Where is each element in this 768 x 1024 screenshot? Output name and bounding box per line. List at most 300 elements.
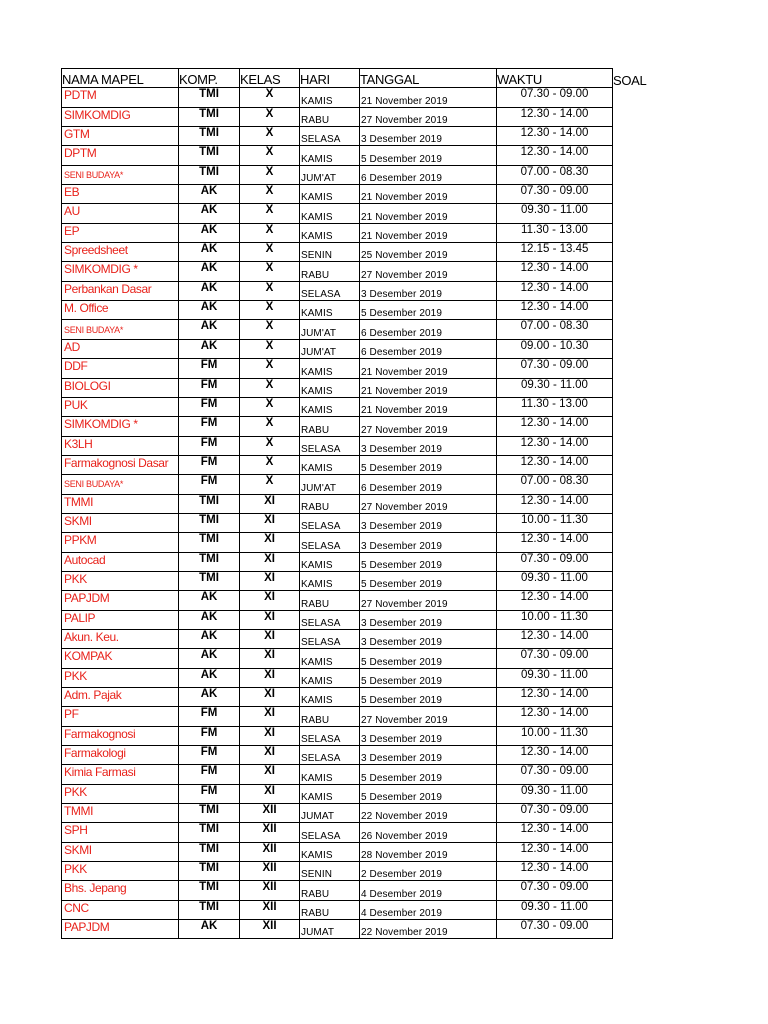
cell-soal[interactable] [613, 88, 653, 107]
cell-komp[interactable]: AK [179, 262, 240, 281]
cell-hari[interactable]: KAMIS [300, 552, 360, 571]
cell-waktu[interactable]: 12.30 - 14.00 [497, 842, 613, 861]
cell-nama-mapel[interactable]: PF [62, 707, 179, 726]
cell-hari[interactable]: RABU [300, 494, 360, 513]
cell-soal[interactable] [613, 146, 653, 165]
cell-nama-mapel[interactable]: AD [62, 339, 179, 358]
cell-kelas[interactable]: X [240, 185, 300, 204]
cell-soal[interactable] [613, 610, 653, 629]
cell-soal[interactable] [613, 842, 653, 861]
cell-nama-mapel[interactable]: SENI BUDAYA* [62, 320, 179, 339]
cell-soal[interactable] [613, 417, 653, 436]
cell-hari[interactable]: RABU [300, 707, 360, 726]
cell-komp[interactable]: TMI [179, 88, 240, 107]
cell-tanggal[interactable]: 5 Desember 2019 [360, 455, 497, 474]
cell-nama-mapel[interactable]: SENI BUDAYA* [62, 475, 179, 494]
cell-tanggal[interactable]: 3 Desember 2019 [360, 610, 497, 629]
cell-tanggal[interactable]: 5 Desember 2019 [360, 649, 497, 668]
cell-kelas[interactable]: X [240, 378, 300, 397]
cell-nama-mapel[interactable]: Adm. Pajak [62, 688, 179, 707]
cell-komp[interactable]: TMI [179, 146, 240, 165]
cell-kelas[interactable]: X [240, 204, 300, 223]
header-komp[interactable]: KOMP. [179, 69, 240, 88]
cell-nama-mapel[interactable]: DPTM [62, 146, 179, 165]
cell-nama-mapel[interactable]: PAPJDM [62, 591, 179, 610]
cell-hari[interactable]: KAMIS [300, 688, 360, 707]
cell-kelas[interactable]: XI [240, 610, 300, 629]
cell-tanggal[interactable]: 21 November 2019 [360, 397, 497, 416]
cell-komp[interactable]: AK [179, 629, 240, 648]
cell-nama-mapel[interactable]: Perbankan Dasar [62, 281, 179, 300]
header-kelas[interactable]: KELAS [240, 69, 300, 88]
cell-tanggal[interactable]: 5 Desember 2019 [360, 688, 497, 707]
cell-tanggal[interactable]: 6 Desember 2019 [360, 320, 497, 339]
cell-komp[interactable]: AK [179, 610, 240, 629]
cell-tanggal[interactable]: 27 November 2019 [360, 707, 497, 726]
cell-komp[interactable]: TMI [179, 804, 240, 823]
cell-nama-mapel[interactable]: PDTM [62, 88, 179, 107]
cell-tanggal[interactable]: 4 Desember 2019 [360, 881, 497, 900]
cell-komp[interactable]: AK [179, 320, 240, 339]
cell-hari[interactable]: RABU [300, 417, 360, 436]
cell-soal[interactable] [613, 571, 653, 590]
cell-kelas[interactable]: XI [240, 746, 300, 765]
cell-tanggal[interactable]: 3 Desember 2019 [360, 513, 497, 532]
cell-nama-mapel[interactable]: CNC [62, 900, 179, 919]
cell-tanggal[interactable]: 28 November 2019 [360, 842, 497, 861]
cell-waktu[interactable]: 11.30 - 13.00 [497, 397, 613, 416]
cell-soal[interactable] [613, 455, 653, 474]
cell-kelas[interactable]: X [240, 165, 300, 184]
cell-komp[interactable]: AK [179, 301, 240, 320]
cell-hari[interactable]: KAMIS [300, 784, 360, 803]
cell-hari[interactable]: KAMIS [300, 204, 360, 223]
cell-komp[interactable]: AK [179, 649, 240, 668]
cell-komp[interactable]: TMI [179, 494, 240, 513]
cell-hari[interactable]: SELASA [300, 513, 360, 532]
cell-hari[interactable]: SELASA [300, 436, 360, 455]
cell-waktu[interactable]: 09.30 - 11.00 [497, 204, 613, 223]
cell-komp[interactable]: TMI [179, 900, 240, 919]
cell-nama-mapel[interactable]: PKK [62, 784, 179, 803]
cell-nama-mapel[interactable]: SENI BUDAYA* [62, 165, 179, 184]
cell-tanggal[interactable]: 27 November 2019 [360, 494, 497, 513]
cell-komp[interactable]: FM [179, 707, 240, 726]
cell-waktu[interactable]: 09.30 - 11.00 [497, 378, 613, 397]
cell-kelas[interactable]: XI [240, 533, 300, 552]
cell-kelas[interactable]: X [240, 262, 300, 281]
cell-waktu[interactable]: 12.30 - 14.00 [497, 107, 613, 126]
cell-nama-mapel[interactable]: M. Office [62, 301, 179, 320]
cell-komp[interactable]: AK [179, 243, 240, 262]
cell-nama-mapel[interactable]: EP [62, 223, 179, 242]
cell-komp[interactable]: AK [179, 185, 240, 204]
cell-tanggal[interactable]: 21 November 2019 [360, 88, 497, 107]
cell-komp[interactable]: TMI [179, 842, 240, 861]
cell-nama-mapel[interactable]: TMMI [62, 804, 179, 823]
cell-kelas[interactable]: X [240, 397, 300, 416]
cell-nama-mapel[interactable]: PKK [62, 862, 179, 881]
cell-nama-mapel[interactable]: SKMI [62, 513, 179, 532]
cell-waktu[interactable]: 10.00 - 11.30 [497, 610, 613, 629]
cell-nama-mapel[interactable]: AU [62, 204, 179, 223]
cell-waktu[interactable]: 11.30 - 13.00 [497, 223, 613, 242]
cell-nama-mapel[interactable]: PKK [62, 571, 179, 590]
cell-waktu[interactable]: 07.30 - 09.00 [497, 765, 613, 784]
cell-waktu[interactable]: 09.30 - 11.00 [497, 668, 613, 687]
cell-kelas[interactable]: X [240, 127, 300, 146]
cell-kelas[interactable]: X [240, 359, 300, 378]
cell-komp[interactable]: AK [179, 688, 240, 707]
cell-komp[interactable]: TMI [179, 127, 240, 146]
cell-nama-mapel[interactable]: SIMKOMDIG * [62, 262, 179, 281]
cell-soal[interactable] [613, 552, 653, 571]
cell-kelas[interactable]: XI [240, 513, 300, 532]
cell-nama-mapel[interactable]: KOMPAK [62, 649, 179, 668]
cell-hari[interactable]: JUM'AT [300, 320, 360, 339]
cell-tanggal[interactable]: 3 Desember 2019 [360, 533, 497, 552]
cell-kelas[interactable]: XII [240, 900, 300, 919]
cell-hari[interactable]: KAMIS [300, 301, 360, 320]
cell-kelas[interactable]: XI [240, 668, 300, 687]
cell-hari[interactable]: RABU [300, 107, 360, 126]
cell-nama-mapel[interactable]: PUK [62, 397, 179, 416]
cell-hari[interactable]: SENIN [300, 862, 360, 881]
cell-komp[interactable]: TMI [179, 881, 240, 900]
cell-soal[interactable] [613, 204, 653, 223]
cell-tanggal[interactable]: 5 Desember 2019 [360, 784, 497, 803]
cell-tanggal[interactable]: 2 Desember 2019 [360, 862, 497, 881]
cell-kelas[interactable]: XII [240, 823, 300, 842]
cell-kelas[interactable]: X [240, 475, 300, 494]
cell-tanggal[interactable]: 3 Desember 2019 [360, 436, 497, 455]
cell-hari[interactable]: JUMAT [300, 804, 360, 823]
cell-nama-mapel[interactable]: Bhs. Jepang [62, 881, 179, 900]
cell-komp[interactable]: FM [179, 436, 240, 455]
cell-komp[interactable]: FM [179, 784, 240, 803]
cell-nama-mapel[interactable]: SPH [62, 823, 179, 842]
cell-waktu[interactable]: 07.30 - 09.00 [497, 185, 613, 204]
cell-nama-mapel[interactable]: K3LH [62, 436, 179, 455]
cell-kelas[interactable]: XI [240, 726, 300, 745]
cell-komp[interactable]: FM [179, 746, 240, 765]
cell-nama-mapel[interactable]: Akun. Keu. [62, 629, 179, 648]
header-waktu[interactable]: WAKTU [497, 69, 613, 88]
cell-nama-mapel[interactable]: Spreedsheet [62, 243, 179, 262]
cell-nama-mapel[interactable]: GTM [62, 127, 179, 146]
cell-waktu[interactable]: 10.00 - 11.30 [497, 513, 613, 532]
cell-komp[interactable]: AK [179, 920, 240, 939]
cell-soal[interactable] [613, 281, 653, 300]
cell-soal[interactable] [613, 823, 653, 842]
cell-tanggal[interactable]: 3 Desember 2019 [360, 629, 497, 648]
cell-hari[interactable]: RABU [300, 881, 360, 900]
cell-soal[interactable] [613, 533, 653, 552]
cell-soal[interactable] [613, 320, 653, 339]
cell-soal[interactable] [613, 223, 653, 242]
cell-hari[interactable]: KAMIS [300, 571, 360, 590]
cell-kelas[interactable]: XI [240, 649, 300, 668]
cell-waktu[interactable]: 07.00 - 08.30 [497, 165, 613, 184]
cell-kelas[interactable]: XII [240, 862, 300, 881]
header-hari[interactable]: HARI [300, 69, 360, 88]
cell-komp[interactable]: AK [179, 281, 240, 300]
cell-komp[interactable]: TMI [179, 165, 240, 184]
cell-waktu[interactable]: 12.30 - 14.00 [497, 494, 613, 513]
header-tanggal[interactable]: TANGGAL [360, 69, 497, 88]
cell-kelas[interactable]: XI [240, 688, 300, 707]
cell-waktu[interactable]: 12.30 - 14.00 [497, 688, 613, 707]
cell-kelas[interactable]: XI [240, 784, 300, 803]
cell-waktu[interactable]: 12.30 - 14.00 [497, 823, 613, 842]
cell-kelas[interactable]: XI [240, 552, 300, 571]
cell-tanggal[interactable]: 3 Desember 2019 [360, 281, 497, 300]
cell-hari[interactable]: SELASA [300, 746, 360, 765]
cell-soal[interactable] [613, 707, 653, 726]
cell-komp[interactable]: AK [179, 339, 240, 358]
cell-komp[interactable]: TMI [179, 552, 240, 571]
cell-kelas[interactable]: X [240, 146, 300, 165]
cell-soal[interactable] [613, 165, 653, 184]
cell-soal[interactable] [613, 726, 653, 745]
cell-nama-mapel[interactable]: SIMKOMDIG [62, 107, 179, 126]
cell-hari[interactable]: KAMIS [300, 185, 360, 204]
cell-komp[interactable]: TMI [179, 571, 240, 590]
cell-hari[interactable]: JUM'AT [300, 339, 360, 358]
cell-waktu[interactable]: 12.30 - 14.00 [497, 591, 613, 610]
cell-soal[interactable] [613, 784, 653, 803]
cell-waktu[interactable]: 12.30 - 14.00 [497, 455, 613, 474]
cell-kelas[interactable]: XII [240, 842, 300, 861]
cell-kelas[interactable]: X [240, 301, 300, 320]
cell-komp[interactable]: FM [179, 359, 240, 378]
cell-tanggal[interactable]: 21 November 2019 [360, 204, 497, 223]
cell-kelas[interactable]: X [240, 243, 300, 262]
cell-kelas[interactable]: X [240, 223, 300, 242]
cell-tanggal[interactable]: 6 Desember 2019 [360, 339, 497, 358]
cell-komp[interactable]: FM [179, 765, 240, 784]
cell-tanggal[interactable]: 4 Desember 2019 [360, 900, 497, 919]
cell-soal[interactable] [613, 881, 653, 900]
cell-hari[interactable]: JUM'AT [300, 475, 360, 494]
cell-kelas[interactable]: XI [240, 629, 300, 648]
cell-kelas[interactable]: XI [240, 571, 300, 590]
cell-tanggal[interactable]: 5 Desember 2019 [360, 571, 497, 590]
cell-waktu[interactable]: 07.30 - 09.00 [497, 804, 613, 823]
cell-soal[interactable] [613, 359, 653, 378]
cell-soal[interactable] [613, 668, 653, 687]
cell-waktu[interactable]: 12.30 - 14.00 [497, 127, 613, 146]
cell-nama-mapel[interactable]: Farmakognosi [62, 726, 179, 745]
cell-hari[interactable]: KAMIS [300, 146, 360, 165]
cell-hari[interactable]: KAMIS [300, 668, 360, 687]
cell-komp[interactable]: TMI [179, 533, 240, 552]
cell-waktu[interactable]: 12.30 - 14.00 [497, 707, 613, 726]
cell-kelas[interactable]: XI [240, 591, 300, 610]
cell-kelas[interactable]: X [240, 339, 300, 358]
cell-waktu[interactable]: 12.30 - 14.00 [497, 301, 613, 320]
cell-waktu[interactable]: 12.15 - 13.45 [497, 243, 613, 262]
cell-tanggal[interactable]: 5 Desember 2019 [360, 668, 497, 687]
cell-kelas[interactable]: X [240, 281, 300, 300]
cell-tanggal[interactable]: 6 Desember 2019 [360, 165, 497, 184]
cell-waktu[interactable]: 12.30 - 14.00 [497, 862, 613, 881]
cell-waktu[interactable]: 07.00 - 08.30 [497, 475, 613, 494]
cell-kelas[interactable]: XII [240, 804, 300, 823]
header-nama-mapel[interactable]: NAMA MAPEL [62, 69, 179, 88]
cell-nama-mapel[interactable]: PAPJDM [62, 920, 179, 939]
cell-soal[interactable] [613, 804, 653, 823]
cell-hari[interactable]: KAMIS [300, 765, 360, 784]
cell-tanggal[interactable]: 3 Desember 2019 [360, 726, 497, 745]
cell-waktu[interactable]: 09.30 - 11.00 [497, 784, 613, 803]
cell-hari[interactable]: KAMIS [300, 455, 360, 474]
cell-tanggal[interactable]: 27 November 2019 [360, 262, 497, 281]
cell-kelas[interactable]: X [240, 436, 300, 455]
cell-tanggal[interactable]: 27 November 2019 [360, 591, 497, 610]
cell-nama-mapel[interactable]: PKK [62, 668, 179, 687]
cell-hari[interactable]: SELASA [300, 629, 360, 648]
cell-soal[interactable] [613, 513, 653, 532]
cell-komp[interactable]: FM [179, 417, 240, 436]
cell-kelas[interactable]: XII [240, 920, 300, 939]
cell-tanggal[interactable]: 5 Desember 2019 [360, 765, 497, 784]
cell-tanggal[interactable]: 3 Desember 2019 [360, 127, 497, 146]
cell-kelas[interactable]: X [240, 455, 300, 474]
cell-nama-mapel[interactable]: SKMI [62, 842, 179, 861]
cell-nama-mapel[interactable]: Autocad [62, 552, 179, 571]
cell-soal[interactable] [613, 397, 653, 416]
cell-waktu[interactable]: 12.30 - 14.00 [497, 533, 613, 552]
cell-kelas[interactable]: XII [240, 881, 300, 900]
cell-komp[interactable]: AK [179, 591, 240, 610]
cell-tanggal[interactable]: 21 November 2019 [360, 378, 497, 397]
cell-waktu[interactable]: 09.30 - 11.00 [497, 900, 613, 919]
cell-waktu[interactable]: 12.30 - 14.00 [497, 436, 613, 455]
cell-nama-mapel[interactable]: EB [62, 185, 179, 204]
cell-hari[interactable]: KAMIS [300, 378, 360, 397]
cell-waktu[interactable]: 07.30 - 09.00 [497, 649, 613, 668]
cell-kelas[interactable]: XI [240, 707, 300, 726]
cell-kelas[interactable]: X [240, 417, 300, 436]
cell-kelas[interactable]: X [240, 88, 300, 107]
cell-waktu[interactable]: 12.30 - 14.00 [497, 746, 613, 765]
cell-soal[interactable] [613, 127, 653, 146]
cell-hari[interactable]: SELASA [300, 127, 360, 146]
cell-nama-mapel[interactable]: SIMKOMDIG * [62, 417, 179, 436]
cell-waktu[interactable]: 12.30 - 14.00 [497, 417, 613, 436]
cell-tanggal[interactable]: 5 Desember 2019 [360, 552, 497, 571]
cell-soal[interactable] [613, 765, 653, 784]
cell-komp[interactable]: FM [179, 397, 240, 416]
cell-komp[interactable]: TMI [179, 862, 240, 881]
cell-komp[interactable]: FM [179, 378, 240, 397]
cell-soal[interactable] [613, 436, 653, 455]
cell-kelas[interactable]: X [240, 107, 300, 126]
cell-hari[interactable]: SELASA [300, 533, 360, 552]
cell-kelas[interactable]: X [240, 320, 300, 339]
cell-nama-mapel[interactable]: TMMI [62, 494, 179, 513]
cell-hari[interactable]: KAMIS [300, 649, 360, 668]
cell-hari[interactable]: RABU [300, 591, 360, 610]
cell-soal[interactable] [613, 862, 653, 881]
cell-tanggal[interactable]: 27 November 2019 [360, 417, 497, 436]
cell-komp[interactable]: TMI [179, 823, 240, 842]
cell-nama-mapel[interactable]: Kimia Farmasi [62, 765, 179, 784]
cell-hari[interactable]: JUMAT [300, 920, 360, 939]
cell-komp[interactable]: TMI [179, 107, 240, 126]
cell-komp[interactable]: FM [179, 455, 240, 474]
cell-komp[interactable]: TMI [179, 513, 240, 532]
cell-hari[interactable]: SELASA [300, 726, 360, 745]
cell-soal[interactable] [613, 649, 653, 668]
cell-tanggal[interactable]: 5 Desember 2019 [360, 146, 497, 165]
cell-waktu[interactable]: 07.00 - 08.30 [497, 320, 613, 339]
cell-soal[interactable] [613, 920, 653, 939]
cell-soal[interactable] [613, 629, 653, 648]
cell-soal[interactable] [613, 494, 653, 513]
cell-nama-mapel[interactable]: PPKM [62, 533, 179, 552]
cell-hari[interactable]: KAMIS [300, 842, 360, 861]
cell-tanggal[interactable]: 21 November 2019 [360, 223, 497, 242]
cell-nama-mapel[interactable]: DDF [62, 359, 179, 378]
cell-waktu[interactable]: 07.30 - 09.00 [497, 359, 613, 378]
cell-waktu[interactable]: 09.00 - 10.30 [497, 339, 613, 358]
cell-soal[interactable] [613, 339, 653, 358]
cell-tanggal[interactable]: 27 November 2019 [360, 107, 497, 126]
cell-hari[interactable]: JUM'AT [300, 165, 360, 184]
cell-komp[interactable]: FM [179, 475, 240, 494]
cell-waktu[interactable]: 12.30 - 14.00 [497, 262, 613, 281]
cell-hari[interactable]: KAMIS [300, 397, 360, 416]
cell-soal[interactable] [613, 301, 653, 320]
cell-hari[interactable]: RABU [300, 900, 360, 919]
cell-kelas[interactable]: XI [240, 765, 300, 784]
cell-nama-mapel[interactable]: PALIP [62, 610, 179, 629]
cell-kelas[interactable]: XI [240, 494, 300, 513]
cell-waktu[interactable]: 07.30 - 09.00 [497, 88, 613, 107]
cell-soal[interactable] [613, 107, 653, 126]
cell-tanggal[interactable]: 5 Desember 2019 [360, 301, 497, 320]
cell-hari[interactable]: SENIN [300, 243, 360, 262]
cell-tanggal[interactable]: 25 November 2019 [360, 243, 497, 262]
cell-waktu[interactable]: 10.00 - 11.30 [497, 726, 613, 745]
cell-tanggal[interactable]: 26 November 2019 [360, 823, 497, 842]
cell-hari[interactable]: KAMIS [300, 223, 360, 242]
cell-nama-mapel[interactable]: Farmakognosi Dasar [62, 455, 179, 474]
cell-waktu[interactable]: 09.30 - 11.00 [497, 571, 613, 590]
cell-soal[interactable] [613, 591, 653, 610]
cell-waktu[interactable]: 07.30 - 09.00 [497, 920, 613, 939]
cell-soal[interactable] [613, 243, 653, 262]
cell-tanggal[interactable]: 6 Desember 2019 [360, 475, 497, 494]
cell-waktu[interactable]: 07.30 - 09.00 [497, 552, 613, 571]
cell-soal[interactable] [613, 900, 653, 919]
cell-tanggal[interactable]: 22 November 2019 [360, 920, 497, 939]
cell-komp[interactable]: AK [179, 668, 240, 687]
cell-soal[interactable] [613, 378, 653, 397]
cell-waktu[interactable]: 12.30 - 14.00 [497, 281, 613, 300]
cell-waktu[interactable]: 12.30 - 14.00 [497, 146, 613, 165]
cell-hari[interactable]: SELASA [300, 281, 360, 300]
cell-soal[interactable] [613, 185, 653, 204]
cell-tanggal[interactable]: 22 November 2019 [360, 804, 497, 823]
cell-nama-mapel[interactable]: Farmakologi [62, 746, 179, 765]
cell-hari[interactable]: SELASA [300, 610, 360, 629]
cell-komp[interactable]: AK [179, 223, 240, 242]
cell-tanggal[interactable]: 21 November 2019 [360, 185, 497, 204]
cell-hari[interactable]: SELASA [300, 823, 360, 842]
